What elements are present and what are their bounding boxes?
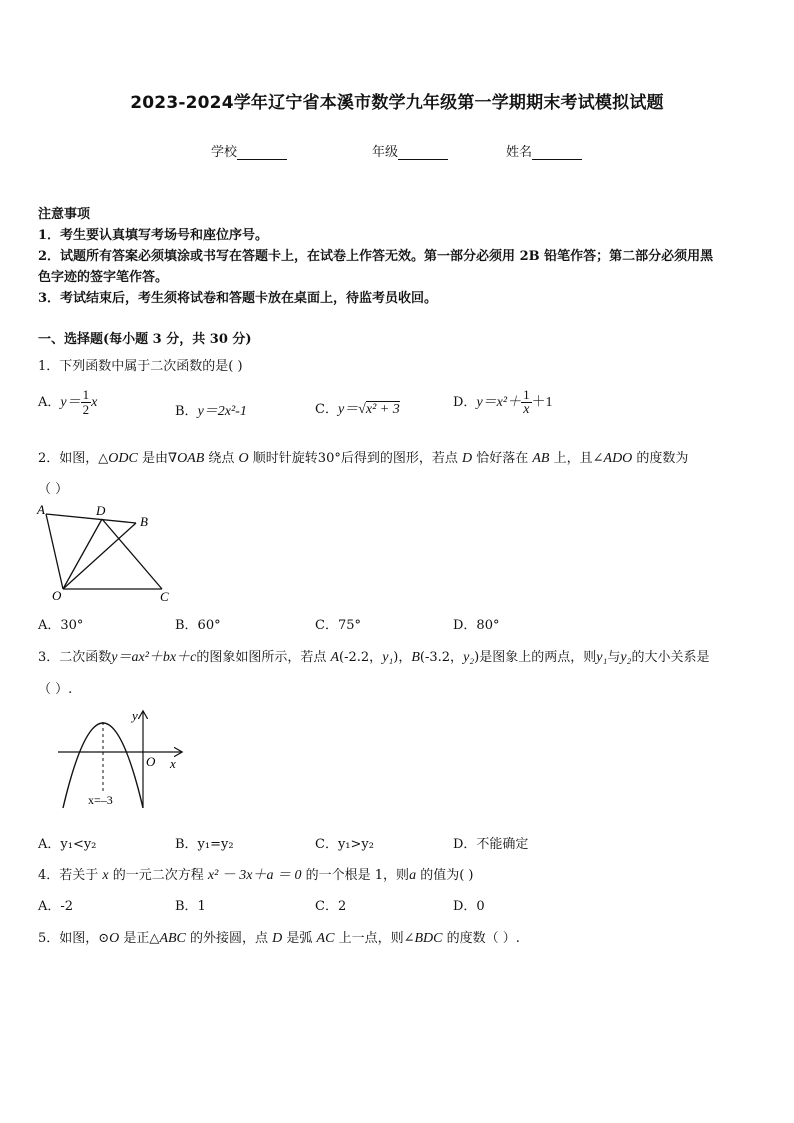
sqrt-radicand: x² + 3 bbox=[365, 402, 400, 417]
option-label: D． bbox=[453, 395, 477, 410]
notes-item: 3．考试结束后，考生须将试卷和答题卡放在桌面上，待监考员收回。 bbox=[38, 291, 438, 306]
fraction-numerator: 1 bbox=[82, 387, 90, 402]
notes-item: 1．考生要认真填写考场号和座位序号。 bbox=[38, 228, 269, 243]
school-blank bbox=[237, 145, 287, 160]
notes-item: 2．试题所有答案必须填涂或书写在答题卡上，在试卷上作答无效。第一部分必须用 2B 铅笔作答；第二部分必须用黑 bbox=[38, 249, 714, 264]
grade-blank bbox=[398, 145, 448, 160]
name-label: 姓名 bbox=[506, 145, 533, 160]
question-2-option-c: C．75° bbox=[315, 618, 361, 633]
sqrt-symbol: √ bbox=[358, 402, 366, 417]
fraction bbox=[81, 388, 92, 417]
stem-text: 的值为( ) bbox=[416, 868, 474, 883]
option-tail: ＋1 bbox=[531, 395, 553, 410]
question-4-stem bbox=[38, 864, 473, 884]
segment-AB bbox=[46, 514, 136, 523]
option-expression: y＝x²＋ bbox=[476, 395, 522, 410]
stem-text: (-2.2， bbox=[339, 650, 383, 665]
option-variable: x bbox=[91, 395, 98, 410]
question-3-option-a: A．y₁<y₂ bbox=[38, 837, 97, 852]
stem-text: 2．如图，△ bbox=[38, 451, 109, 466]
stem-text: 的外接圆，点 bbox=[185, 931, 273, 946]
stem-text: 顺时针旋转30°后得到的图形，若点 bbox=[248, 451, 462, 466]
question-2-option-a: A．30° bbox=[38, 618, 84, 633]
stem-math: ABC bbox=[159, 931, 186, 946]
option-label: B． bbox=[175, 404, 198, 419]
question-4-option-d: D．0 bbox=[453, 899, 485, 914]
fraction bbox=[521, 388, 532, 417]
notes-heading: 注意事项 bbox=[38, 207, 91, 222]
question-4-option-b: B．1 bbox=[175, 899, 206, 914]
fraction-numerator: 1 bbox=[523, 387, 530, 402]
x-axis-label: x bbox=[170, 756, 176, 771]
stem-text: 的度数为 bbox=[632, 451, 689, 466]
grade-label: 年级 bbox=[372, 145, 399, 160]
question-5-stem bbox=[38, 927, 520, 947]
stem-text: 是正△ bbox=[119, 931, 160, 946]
question-2-figure bbox=[34, 500, 184, 606]
question-4-option-c: C．2 bbox=[315, 899, 347, 914]
stem-math: OAB bbox=[177, 451, 205, 466]
point-label-B: B bbox=[140, 514, 148, 529]
stem-math: D bbox=[461, 451, 473, 466]
point-label-O: O bbox=[52, 588, 62, 603]
stem-math: y₁ bbox=[382, 650, 394, 665]
question-1-stem: 1．下列函数中属于二次函数的是( ) bbox=[38, 359, 243, 374]
name-blank bbox=[532, 145, 582, 160]
stem-text: 4．若关于 bbox=[38, 868, 103, 883]
segment-BO bbox=[63, 523, 136, 589]
fraction-denominator: 2 bbox=[82, 402, 90, 417]
stem-math: BDC bbox=[414, 931, 443, 946]
stem-math: x² － 3x＋a ＝ 0 bbox=[207, 868, 302, 883]
question-3-option-c: C．y₁>y₂ bbox=[315, 837, 374, 852]
stem-math: AC bbox=[316, 931, 335, 946]
name-field bbox=[506, 141, 582, 160]
question-4-option-a: A．-2 bbox=[38, 899, 74, 914]
stem-math: y₂ bbox=[620, 650, 632, 665]
stem-math: AB bbox=[532, 451, 550, 466]
stem-text: 的大小关系是 bbox=[631, 650, 710, 665]
stem-math: y₁ bbox=[596, 650, 608, 665]
question-2-option-d: D．80° bbox=[453, 618, 500, 633]
stem-math: D bbox=[272, 931, 283, 946]
y-axis-label: y bbox=[132, 708, 138, 723]
fraction-denominator: x bbox=[523, 402, 530, 417]
stem-text: 上一点，则∠ bbox=[334, 931, 415, 946]
school-label: 学校 bbox=[211, 145, 238, 160]
segment-DO bbox=[63, 519, 102, 589]
stem-math: y＝ax²＋bx＋c bbox=[111, 650, 197, 665]
option-expression: y＝2x²-1 bbox=[197, 404, 247, 419]
point-label-A: A bbox=[37, 502, 45, 517]
stem-text: )， bbox=[393, 650, 412, 665]
segment-AO bbox=[46, 514, 63, 589]
question-3-stem bbox=[38, 646, 709, 666]
point-label-C: C bbox=[160, 589, 169, 604]
stem-math: O bbox=[238, 451, 249, 466]
point-label-D: D bbox=[96, 503, 106, 518]
question-1-option-d bbox=[453, 388, 553, 417]
option-label: A． bbox=[38, 395, 61, 410]
stem-text: 是由∇ bbox=[137, 451, 178, 466]
section-heading: 一、选择题(每小题 3 分，共 30 分) bbox=[38, 332, 252, 347]
option-expression: y＝ bbox=[60, 395, 81, 410]
option-expression: y＝ bbox=[337, 402, 359, 417]
stem-text: 3．二次函数 bbox=[38, 650, 112, 665]
notes-item: 色字迹的签字笔作答。 bbox=[38, 270, 169, 285]
option-label: C． bbox=[315, 402, 338, 417]
question-3-option-b: B．y₁=y₂ bbox=[175, 837, 234, 852]
symmetry-axis-label: x=–3 bbox=[88, 793, 113, 807]
stem-text: 的一个根是 1，则 bbox=[301, 868, 410, 883]
grade-field bbox=[372, 141, 448, 160]
stem-text: 是弧 bbox=[282, 931, 317, 946]
question-2-answer-paren: （ ） bbox=[38, 482, 69, 497]
question-3-answer-paren: （ ）. bbox=[38, 682, 73, 697]
stem-math: ODC bbox=[108, 451, 138, 466]
origin-label: O bbox=[146, 754, 156, 769]
stem-text: 的图象如图所示，若点 bbox=[196, 650, 331, 665]
stem-text: 与 bbox=[607, 650, 621, 665]
stem-math: x bbox=[102, 868, 109, 883]
question-2-option-b: B．60° bbox=[175, 618, 221, 633]
stem-text: 的一元二次方程 bbox=[108, 868, 208, 883]
school-field bbox=[211, 141, 287, 160]
stem-text: 的度数（ ）. bbox=[442, 931, 520, 946]
stem-math: y₂ bbox=[463, 650, 475, 665]
question-2-stem bbox=[38, 447, 688, 467]
stem-text: 5．如图，⊙ bbox=[38, 931, 110, 946]
question-1-option-c bbox=[315, 398, 400, 418]
stem-math: a bbox=[409, 868, 417, 883]
stem-math: O bbox=[109, 931, 120, 946]
exam-title: 2023-2024学年辽宁省本溪市数学九年级第一学期期末考试模拟试题 bbox=[130, 93, 664, 113]
question-1-option-a bbox=[38, 388, 97, 417]
segment-DC bbox=[102, 519, 162, 589]
question-1-option-b bbox=[175, 400, 247, 420]
stem-text: 上，且∠ bbox=[549, 451, 604, 466]
stem-math: ADO bbox=[603, 451, 633, 466]
stem-text: (-3.2， bbox=[419, 650, 464, 665]
stem-math: A bbox=[330, 650, 340, 665]
question-3-figure bbox=[54, 700, 190, 812]
question-3-option-d: D．不能确定 bbox=[453, 837, 529, 852]
stem-text: 绕点 bbox=[204, 451, 239, 466]
stem-text: )是图象上的两点，则 bbox=[474, 650, 597, 665]
stem-math: B bbox=[411, 650, 420, 665]
stem-text: 恰好落在 bbox=[472, 451, 533, 466]
